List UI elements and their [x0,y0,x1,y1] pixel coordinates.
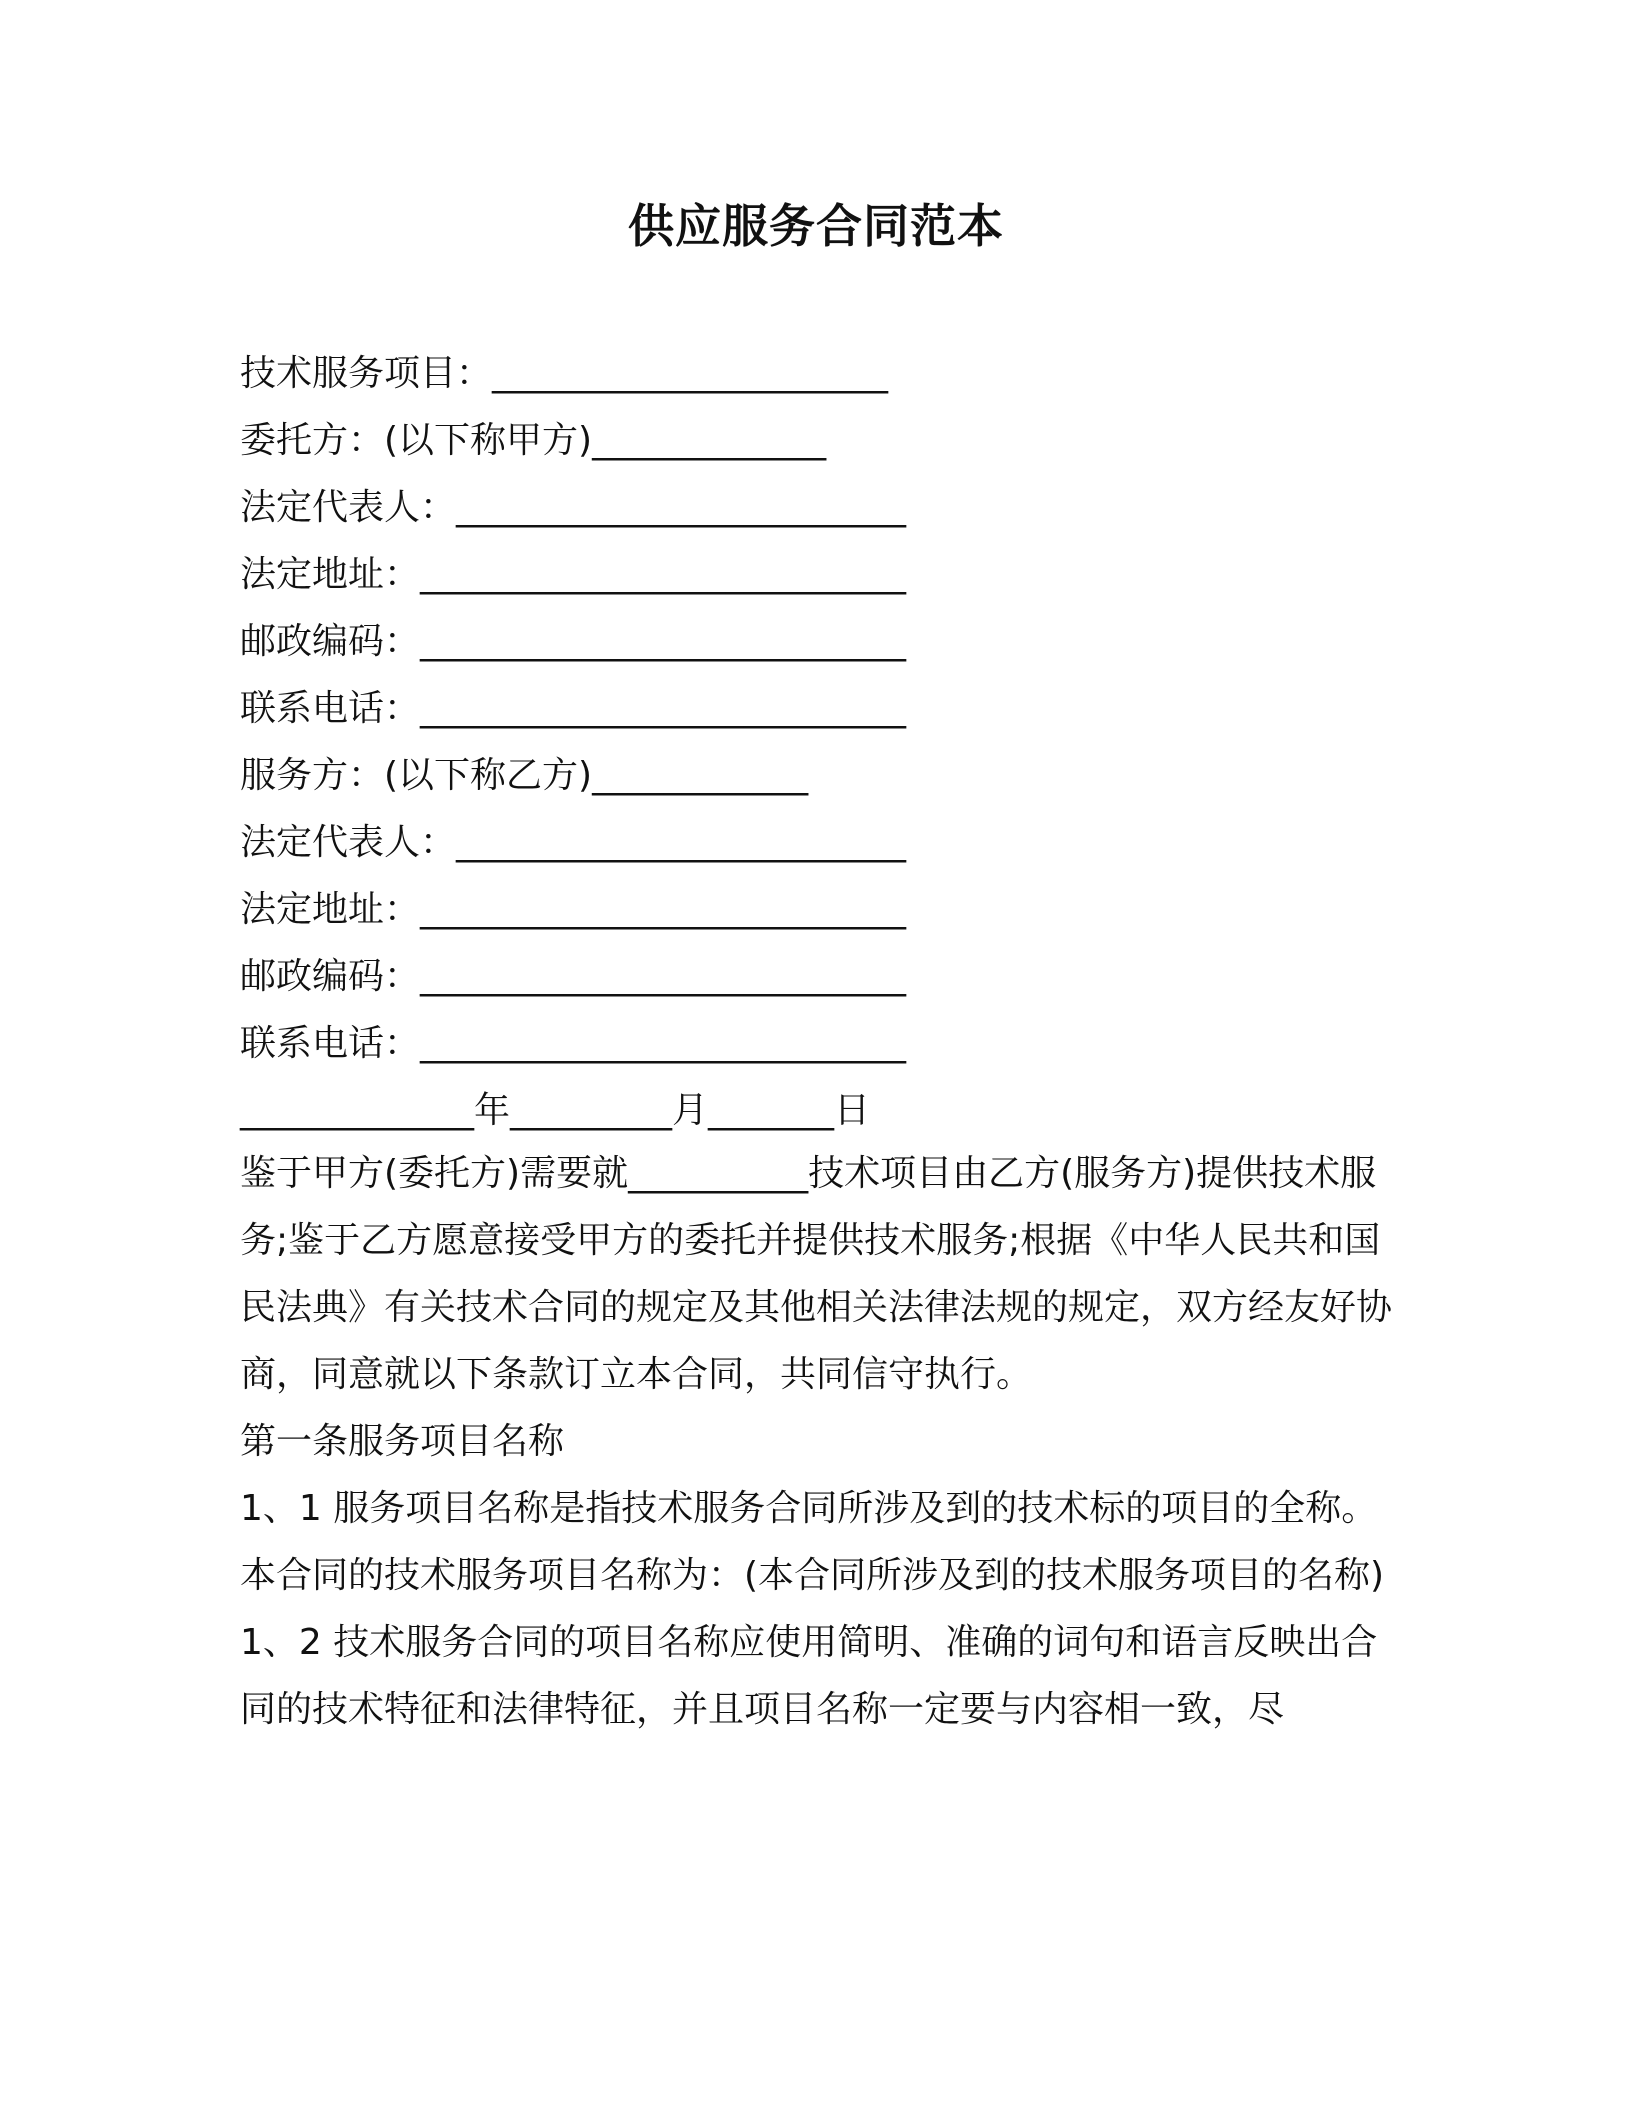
contract-body [240,1140,1410,1743]
field-date: _____________年_________月_______日 [240,1090,870,1131]
field-provider-party: 服务方：(以下称乙方)____________ [240,755,809,796]
contract-fields [240,340,1440,1144]
field-provider-address: 法定地址：___________________________ [240,889,907,930]
clause-1-2: 1、2 技术服务合同的项目名称应使用简明、准确的词句和语言反映出合同的技术特征和法律特征，并且项目名称一定要与内容相一致，尽 [240,1622,1378,1730]
field-client-phone: 联系电话：___________________________ [240,688,907,729]
preamble-paragraph: 鉴于甲方(委托方)需要就__________技术项目由乙方(服务方)提供技术服务;鉴于乙方愿意接受甲方的委托并提供技术服务;根据《中华人民共和国民法典》有关技术合同的规定及其他相关法律法规的规定，双方经友好协商，同意就以下条款订立本合同，共同信守执行。 [240,1153,1393,1395]
field-provider-phone: 联系电话：___________________________ [240,1023,907,1064]
field-client-address: 法定地址：___________________________ [240,554,907,595]
clause-1-1: 1、1 服务项目名称是指技术服务合同所涉及到的技术标的项目的全称。本合同的技术服务项目名称为：(本合同所涉及到的技术服务项目的名称) [240,1488,1385,1596]
field-provider-legal-rep: 法定代表人：_________________________ [240,822,907,863]
article-1-heading: 第一条服务项目名称 [240,1421,565,1462]
field-client-legal-rep: 法定代表人：_________________________ [240,487,907,528]
field-client-postcode: 邮政编码：___________________________ [240,621,907,662]
document-title: 供应服务合同范本 [628,199,1004,253]
field-provider-postcode: 邮政编码：___________________________ [240,956,907,997]
field-service-project: 技术服务项目：______________________ [240,353,889,394]
field-client-party: 委托方：(以下称甲方)_____________ [240,420,827,461]
